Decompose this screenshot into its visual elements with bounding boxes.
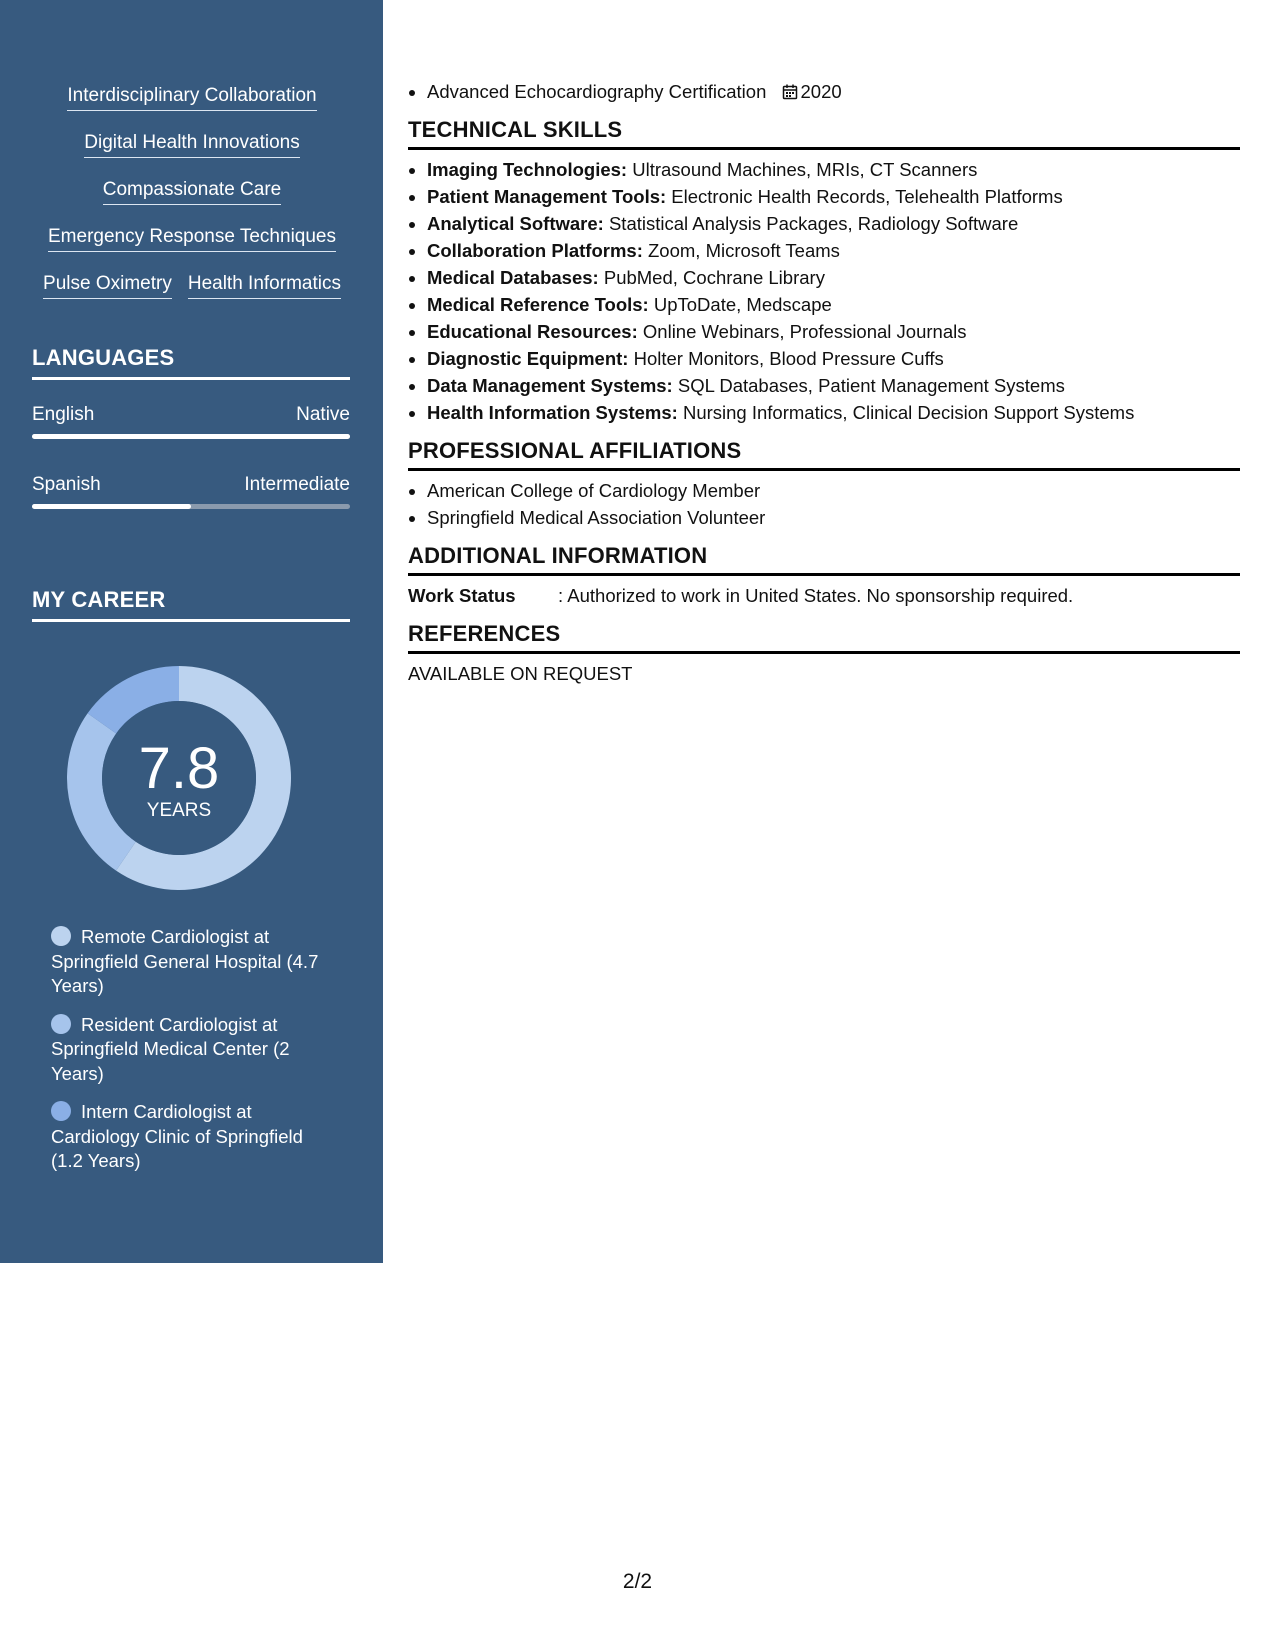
technical-skill-item bbox=[427, 291, 1240, 318]
main-content bbox=[408, 78, 1240, 687]
technical-skill-item bbox=[427, 264, 1240, 291]
certification-list bbox=[408, 78, 1240, 105]
technical-skill-label: Data Management Systems: bbox=[427, 375, 673, 396]
affiliation-item: • Springfield Medical Association Volunteer bbox=[427, 504, 1240, 531]
career-item-text: Remote Cardiologist at Springfield General Hospital (4.7 Years) bbox=[51, 926, 319, 996]
affiliations-heading: PROFESSIONAL AFFILIATIONS bbox=[408, 438, 1240, 471]
career-item-text: Intern Cardiologist at Cardiology Clinic of Springfield (1.2 Years) bbox=[51, 1101, 303, 1171]
technical-skill-value: Ultrasound Machines, MRIs, CT Scanners bbox=[627, 159, 978, 180]
career-total-unit: YEARS bbox=[146, 800, 212, 821]
technical-skill-label: Medical Reference Tools: bbox=[427, 294, 649, 315]
page-number: 2/2 bbox=[622, 1570, 653, 1593]
skill-tag: Health Informatics bbox=[188, 272, 341, 299]
technical-skill-value: SQL Databases, Patient Management Systems bbox=[672, 375, 1065, 396]
language-spanish bbox=[32, 474, 350, 509]
career-item bbox=[51, 1100, 331, 1174]
references-value: AVAILABLE ON REQUEST bbox=[408, 663, 633, 684]
technical-skills-list bbox=[408, 156, 1240, 426]
languages-heading: LANGUAGES bbox=[32, 345, 350, 380]
technical-skill-item bbox=[427, 210, 1240, 237]
legend-dot-icon bbox=[51, 1101, 71, 1121]
work-status-label: Work Status bbox=[408, 585, 516, 606]
language-level: Native bbox=[296, 404, 350, 425]
certification-name: Advanced Echocardiography Certification bbox=[427, 81, 767, 102]
technical-skill-value: Holter Monitors, Blood Pressure Cuffs bbox=[628, 348, 944, 369]
career-item bbox=[51, 1013, 331, 1087]
work-status-row bbox=[408, 582, 1240, 609]
technical-skill-value: Statistical Analysis Packages, Radiology Software bbox=[603, 213, 1019, 234]
technical-skill-value: UpToDate, Medscape bbox=[648, 294, 832, 315]
skill-tag: Emergency Response Techniques bbox=[48, 225, 336, 252]
technical-skill-value: Zoom, Microsoft Teams bbox=[642, 240, 840, 261]
language-name: Spanish bbox=[32, 474, 101, 495]
skill-tag: Compassionate Care bbox=[103, 178, 281, 205]
technical-skill-item bbox=[427, 372, 1240, 399]
skill-tag: Digital Health Innovations bbox=[84, 131, 299, 158]
technical-skills-heading: TECHNICAL SKILLS bbox=[408, 117, 1240, 150]
affiliations-list bbox=[408, 477, 1240, 531]
language-proficiency-bar bbox=[32, 434, 350, 439]
technical-skill-item bbox=[427, 156, 1240, 183]
technical-skill-label: Imaging Technologies: bbox=[427, 159, 628, 180]
career-heading: MY CAREER bbox=[32, 587, 350, 622]
language-proficiency-fill bbox=[32, 504, 191, 509]
technical-skill-label: Educational Resources: bbox=[427, 321, 638, 342]
skill-tag: Pulse Oximetry bbox=[43, 272, 172, 299]
technical-skill-value: Online Webinars, Professional Journals bbox=[637, 321, 967, 342]
technical-skill-value: PubMed, Cochrane Library bbox=[598, 267, 825, 288]
affiliation-item: • American College of Cardiology Member bbox=[427, 477, 1240, 504]
language-proficiency-bar bbox=[32, 504, 350, 509]
career-item-text: Resident Cardiologist at Springfield Medical Center (2 Years) bbox=[51, 1013, 290, 1084]
technical-skill-label: Patient Management Tools: bbox=[427, 186, 667, 207]
technical-skill-item bbox=[427, 318, 1240, 345]
legend-dot-icon bbox=[51, 1014, 71, 1034]
skills-row bbox=[32, 131, 352, 158]
technical-skill-label: Analytical Software: bbox=[427, 213, 604, 234]
certification-item bbox=[427, 78, 1240, 105]
additional-info-heading: ADDITIONAL INFORMATION bbox=[408, 543, 1240, 576]
work-status-value: : Authorized to work in United States. No sponsorship required. bbox=[558, 585, 1074, 606]
language-name: English bbox=[32, 404, 95, 425]
technical-skill-label: Health Information Systems: bbox=[427, 402, 678, 423]
technical-skill-item bbox=[427, 183, 1240, 210]
technical-skill-label: Diagnostic Equipment: bbox=[427, 348, 629, 369]
technical-skill-label: Collaboration Platforms: bbox=[427, 240, 643, 261]
calendar-icon bbox=[782, 84, 798, 100]
skills-row bbox=[32, 84, 352, 111]
career-item bbox=[51, 925, 331, 999]
skills-row bbox=[32, 272, 352, 299]
career-total-years: 7.8 bbox=[138, 736, 220, 801]
technical-skill-label: Medical Databases: bbox=[427, 267, 599, 288]
language-english bbox=[32, 404, 350, 439]
career-list bbox=[51, 925, 331, 1188]
references-heading: REFERENCES bbox=[408, 621, 1240, 654]
technical-skill-value: Nursing Informatics, Clinical Decision Support Systems bbox=[677, 402, 1135, 423]
skills-tag-list bbox=[32, 84, 352, 319]
technical-skill-item bbox=[427, 345, 1240, 372]
skills-row bbox=[32, 225, 352, 252]
skills-row bbox=[32, 178, 352, 205]
sidebar bbox=[0, 0, 383, 1263]
language-level: Intermediate bbox=[244, 474, 350, 495]
language-proficiency-fill bbox=[32, 434, 350, 439]
technical-skill-item bbox=[427, 399, 1240, 426]
certification-year: 2020 bbox=[800, 81, 842, 102]
legend-dot-icon bbox=[51, 926, 71, 946]
skill-tag: Interdisciplinary Collaboration bbox=[67, 84, 316, 111]
technical-skill-value: Electronic Health Records, Telehealth Platforms bbox=[666, 186, 1063, 207]
technical-skill-item bbox=[427, 237, 1240, 264]
